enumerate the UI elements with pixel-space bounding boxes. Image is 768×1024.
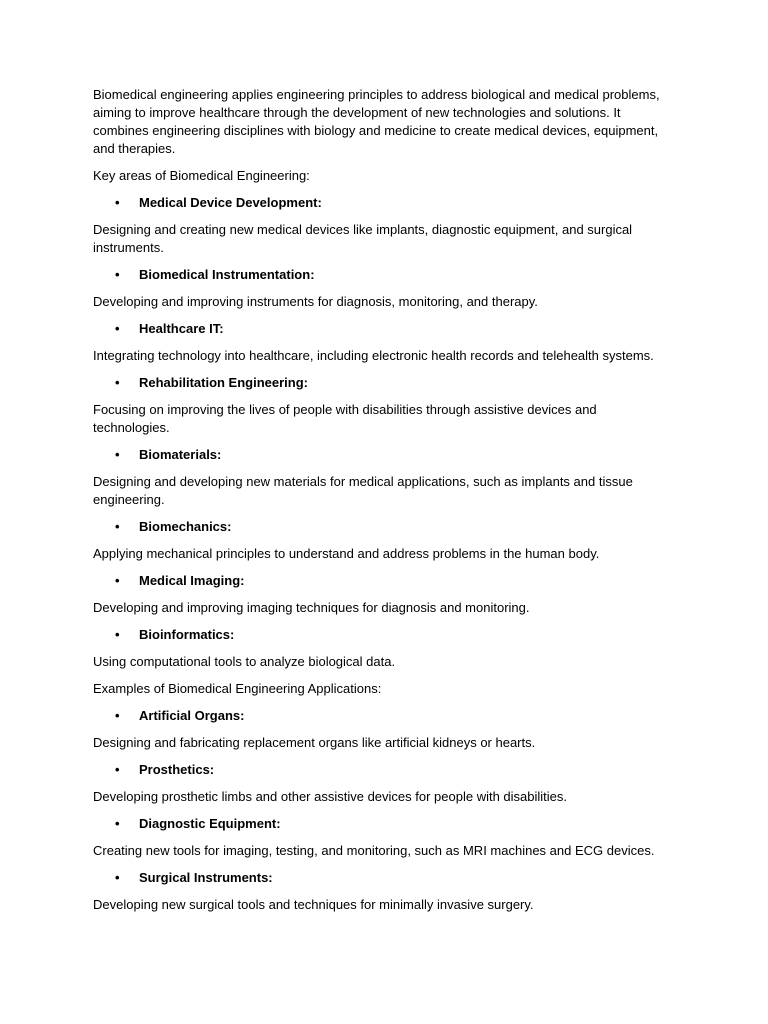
example-description: Creating new tools for imaging, testing, and monitoring, such as MRI machines and ECG devices. (93, 843, 655, 858)
bullet-icon: • (115, 519, 120, 534)
key-area-title-text: Rehabilitation Engineering: (139, 375, 309, 390)
key-area-title (93, 626, 668, 644)
intro-paragraph: Biomedical engineering applies engineering principles to address biological and medical problems, aiming to improve healthcare through the development of new technologies and solutions. It combines engineering disciplines with biology and medicine to create medical devices, equipment, and therapies. (93, 87, 660, 156)
key-area-description: Using computational tools to analyze biological data. (93, 654, 396, 669)
key-area-title (93, 446, 668, 464)
key-area-title (93, 194, 668, 212)
example-title-text: Surgical Instruments: (139, 870, 273, 885)
example-title (93, 761, 668, 779)
bullet-icon: • (115, 573, 120, 588)
bullet-icon: • (115, 627, 120, 642)
key-area-description: Developing and improving imaging techniques for diagnosis and monitoring. (93, 600, 530, 615)
example-description: Developing prosthetic limbs and other assistive devices for people with disabilities. (93, 789, 568, 804)
key-area-title-text: Healthcare IT: (139, 321, 224, 336)
key-area-title (93, 266, 668, 284)
key-areas-heading: Key areas of Biomedical Engineering: (93, 168, 310, 183)
key-area-title-text: Medical Device Development: (139, 195, 322, 210)
bullet-icon: • (115, 195, 120, 210)
key-area-title (93, 320, 668, 338)
example-title (93, 869, 668, 887)
bullet-icon: • (115, 816, 120, 831)
example-title-text: Diagnostic Equipment: (139, 816, 281, 831)
key-area-title-text: Biomaterials: (139, 447, 222, 462)
example-description: Developing new surgical tools and techniques for minimally invasive surgery. (93, 897, 534, 912)
key-area-description: Integrating technology into healthcare, including electronic health records and telehealth systems. (93, 348, 654, 363)
bullet-icon: • (115, 708, 120, 723)
bullet-icon: • (115, 447, 120, 462)
example-title (93, 707, 668, 725)
key-area-title (93, 572, 668, 590)
key-area-title-text: Medical Imaging: (139, 573, 245, 588)
bullet-icon: • (115, 321, 120, 336)
key-area-title-text: Bioinformatics: (139, 627, 235, 642)
example-title-text: Artificial Organs: (139, 708, 245, 723)
example-title-text: Prosthetics: (139, 762, 215, 777)
example-title (93, 815, 668, 833)
key-area-description: Focusing on improving the lives of people with disabilities through assistive devices and technologies. (93, 402, 597, 435)
document-body (93, 86, 668, 923)
bullet-icon: • (115, 762, 120, 777)
key-area-title (93, 518, 668, 536)
bullet-icon: • (115, 870, 120, 885)
key-area-title-text: Biomechanics: (139, 519, 232, 534)
example-description: Designing and fabricating replacement organs like artificial kidneys or hearts. (93, 735, 536, 750)
bullet-icon: • (115, 267, 120, 282)
examples-heading: Examples of Biomedical Engineering Applications: (93, 681, 382, 696)
key-area-title (93, 374, 668, 392)
key-area-description: Designing and developing new materials for medical applications, such as implants and tissue engineering. (93, 474, 633, 507)
key-area-title-text: Biomedical Instrumentation: (139, 267, 315, 282)
bullet-icon: • (115, 375, 120, 390)
key-area-description: Applying mechanical principles to understand and address problems in the human body. (93, 546, 600, 561)
key-area-description: Designing and creating new medical devices like implants, diagnostic equipment, and surgical instruments. (93, 222, 633, 255)
key-area-description: Developing and improving instruments for diagnosis, monitoring, and therapy. (93, 294, 538, 309)
